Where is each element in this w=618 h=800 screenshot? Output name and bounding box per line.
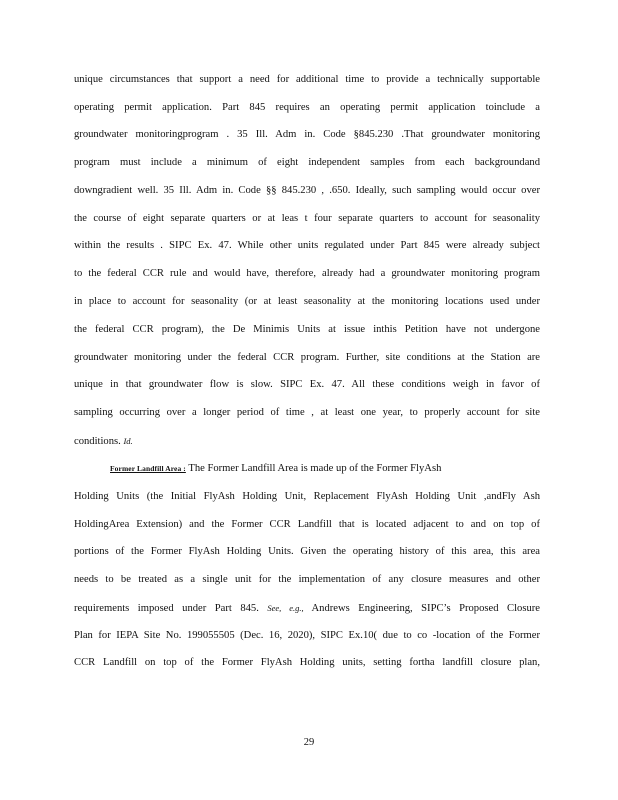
body-text-line: groundwater monitoring under the federal CCR program. Further, site conditions at the Station are (74, 352, 540, 363)
body-text-line: the course of eight separate quarters or at leas t four separate quarters to account for seasonality (74, 213, 540, 224)
body-text-line: HoldingArea Extension) and the Former CCR Landfill that is located adjacent to and on top of (74, 519, 540, 530)
section-heading: Former Landfill Area : (110, 464, 186, 473)
citation-id: Id. (123, 436, 133, 446)
body-text-line: needs to be treated as a single unit for the implementation of any closure measures and other (74, 574, 540, 585)
body-text-line: within the results . SIPC Ex. 47. While other units regulated under Part 845 were already subject (74, 240, 540, 251)
signal-see: See, e.g., (267, 603, 304, 613)
body-text-line: unique in that groundwater flow is slow. SIPC Ex. 47. All these conditions weigh in favor of (74, 379, 540, 390)
body-text-line: to the federal CCR rule and would have, therefore, already had a groundwater monitoring program (74, 268, 540, 279)
body-text-fragment: requirements imposed under Part 845. (74, 603, 259, 614)
body-text-line: Holding Units (the Initial FlyAsh Holding Unit, Replacement FlyAsh Holding Unit ,andFly Ash (74, 491, 540, 502)
body-text-line: sampling occurring over a longer period of time , at least one year, to properly account for site (74, 407, 540, 418)
body-text-line: downgradient well. 35 Ill. Adm in. Code §§ 845.230 , .650. Ideally, such sampling would occur over (74, 185, 540, 196)
body-text-fragment: conditions. (74, 436, 121, 447)
body-text-line: groundwater monitoringprogram . 35 Ill. Adm in. Code §845.230 .That groundwater monitoring (74, 129, 540, 140)
body-text-line: program must include a minimum of eight independent samples from each backgroundand (74, 157, 540, 168)
section-first-line (110, 463, 540, 475)
body-text-line-with-citation (74, 602, 540, 614)
body-text-line: operating permit application. Part 845 requires an operating permit application toinclude a (74, 102, 540, 113)
body-text-fragment: The Former Landfill Area is made up of the Former FlyAsh (188, 463, 442, 474)
body-text-line: CCR Landfill on top of the Former FlyAsh Holding units, setting fortha landfill closure plan, (74, 657, 540, 668)
body-text-line: portions of the Former FlyAsh Holding Units. Given the operating history of this area, this area (74, 546, 540, 557)
page-number: 29 (303, 737, 315, 748)
body-text-fragment: Andrews Engineering, SIPC’s Proposed Closure (311, 603, 540, 614)
body-text-line: Plan for IEPA Site No. 199055505 (Dec. 16, 2020), SIPC Ex.10( due to co -location of the Former (74, 630, 540, 641)
body-text-last-line (74, 435, 540, 447)
body-text-line: the federal CCR program), the De Minimis Units at issue inthis Petition have not undergone (74, 324, 540, 335)
body-text-line: unique circumstances that support a need for additional time to provide a technically supportable (74, 74, 540, 85)
body-text-line: in place to account for seasonality (or at least seasonality at the monitoring locations used under (74, 296, 540, 307)
